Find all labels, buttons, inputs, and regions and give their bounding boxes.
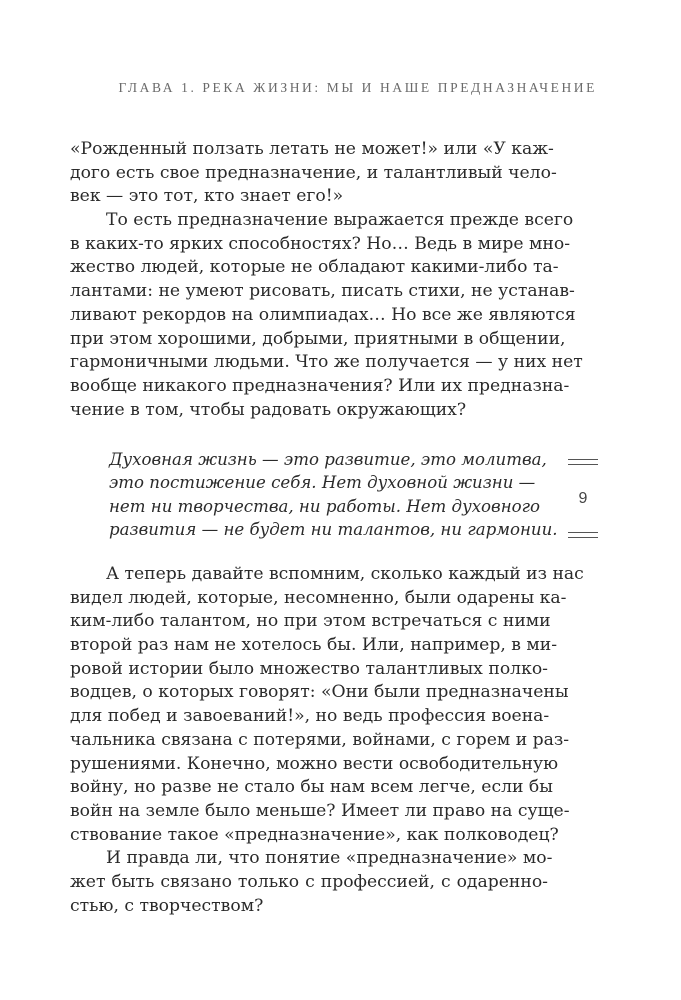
- text-line: при этом хорошими, добрыми, приятными в общении,: [70, 328, 566, 349]
- quote-line: Духовная жизнь — это развитие, это молитва,: [109, 450, 547, 469]
- text-line: чальника связана с потерями, войнами, с горем и раз-: [70, 729, 570, 750]
- section-2: [70, 563, 584, 918]
- text-line: И правда ли, что понятие «предназначение» мо-: [106, 848, 553, 869]
- text-line: вообще никакого предназначения? Или их предназна-: [70, 375, 570, 396]
- text-line: стью, с творчеством?: [70, 895, 264, 916]
- quote-line: это постижение себя. Нет духовной жизни —: [109, 473, 536, 493]
- quote-line: нет ни творчества, ни работы. Нет духовного: [109, 496, 540, 516]
- text-line: ствование такое «предназначение», как полководец?: [70, 824, 559, 845]
- text-line: жество людей, которые не обладают какими-либо та-: [70, 257, 559, 278]
- text-line: «Рожденный ползать летать не может!» или «У каж-: [70, 139, 554, 159]
- text-line: рушениями. Конечно, можно вести освободительную: [70, 753, 559, 774]
- text-line: ровой истории было множество талантливых полко-: [70, 658, 548, 679]
- text-line: ливают рекордов на олимпиадах… Но все же являются: [70, 304, 576, 325]
- page-number: 9: [578, 490, 588, 507]
- text-line: войну, но разве не стало бы нам всем легче, если бы: [70, 777, 553, 798]
- text-line: войн на земле было меньше? Имеет ли право на суще-: [70, 800, 570, 821]
- text-line: лантами: не умеют рисовать, писать стихи, не устанав-: [70, 281, 575, 302]
- text-line: То есть предназначение выражается прежде всего: [106, 210, 574, 231]
- text-line: в каких-то ярких способностях? Но… Ведь в мире мно-: [70, 233, 571, 254]
- epigraph-quote: [109, 448, 558, 542]
- text-line: А теперь давайте вспомним, сколько каждый из нас: [106, 564, 584, 584]
- folio-rule-top: [568, 459, 598, 465]
- text-line: для побед и завоеваний!», но ведь профессия воена-: [70, 706, 550, 727]
- text-line: гармоничными людьми. Что же получается — у них нет: [70, 352, 583, 373]
- running-head: ГЛАВА 1. РЕКА ЖИЗНИ: МЫ И НАШЕ ПРЕДНАЗНАЧЕНИЕ: [118, 80, 597, 95]
- section-1: [70, 138, 583, 422]
- text-line: ким-либо талантом, но при этом встречаться с ними: [70, 611, 551, 632]
- text-line: век — это тот, кто знает его!»: [70, 186, 344, 207]
- text-line: жет быть связано только с профессией, с одаренно-: [70, 871, 548, 892]
- text-line: второй раз нам не хотелось бы. Или, например, в ми-: [70, 635, 558, 656]
- text-line: чение в том, чтобы радовать окружающих?: [70, 399, 467, 420]
- folio-rule-bottom: [568, 532, 598, 538]
- text-line: водцев, о которых говорят: «Они были предназначены: [70, 682, 569, 703]
- text-line: дого есть свое предназначение, и талантливый чело-: [70, 162, 557, 183]
- text-line: видел людей, которые, несомненно, были одарены ка-: [70, 587, 567, 608]
- quote-line: развития — не будет ни талантов, ни гармонии.: [109, 520, 558, 540]
